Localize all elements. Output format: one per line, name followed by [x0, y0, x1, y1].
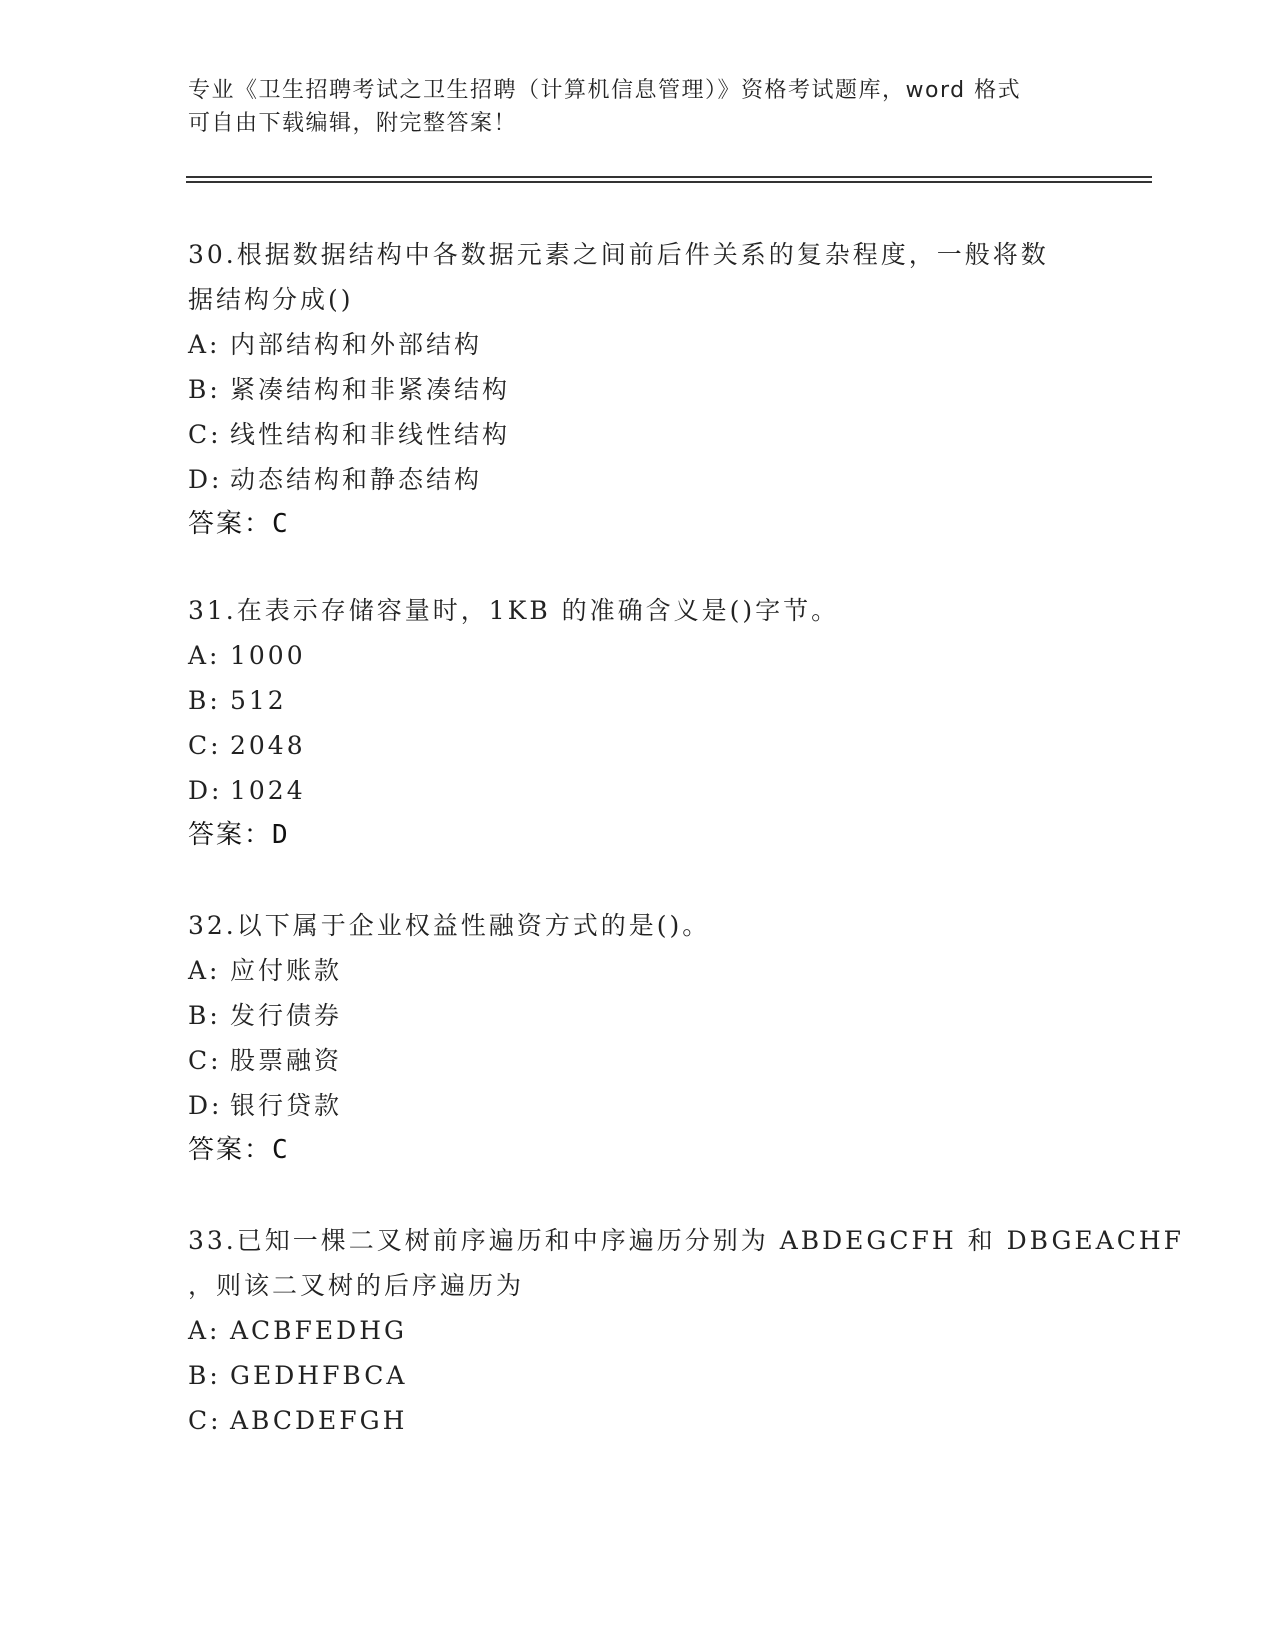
question-31	[188, 588, 1088, 858]
option-text: 内部结构和外部结构	[230, 330, 483, 359]
option-letter: C:	[188, 731, 222, 760]
option-b	[188, 1353, 1088, 1398]
option-letter: D:	[188, 465, 223, 494]
option-letter: B:	[188, 375, 221, 404]
question-stem-line: 33.已知一棵二叉树前序遍历和中序遍历分别为 ABDEGCFH 和 DBGEACHF	[188, 1226, 1184, 1255]
option-letter: B:	[188, 1361, 221, 1390]
option-letter: A:	[188, 641, 221, 670]
option-a	[188, 322, 1088, 367]
answer-line	[188, 813, 1088, 858]
option-letter: D:	[188, 1091, 223, 1120]
question-stem-line: 31.在表示存储容量时，1KB 的准确含义是()字节。	[188, 596, 840, 625]
option-letter: B:	[188, 686, 221, 715]
question-stem-line: 30.根据数据结构中各数据元素之间前后件关系的复杂程度，一般将数	[188, 240, 1049, 269]
option-c	[188, 412, 1088, 457]
answer-value: C	[272, 1135, 290, 1165]
option-b	[188, 678, 1088, 723]
option-text: 动态结构和静态结构	[230, 465, 483, 494]
option-text: 线性结构和非线性结构	[230, 420, 511, 449]
option-text: 2048	[230, 731, 306, 760]
option-a	[188, 948, 1088, 993]
option-text: GEDHFBCA	[230, 1361, 408, 1390]
answer-label: 答案：	[188, 820, 273, 850]
option-c	[188, 1038, 1088, 1083]
option-d	[188, 1083, 1088, 1128]
answer-line	[188, 1128, 1088, 1173]
option-c	[188, 723, 1088, 768]
option-c	[188, 1398, 1088, 1443]
document-header	[188, 74, 1068, 140]
option-b	[188, 993, 1088, 1038]
header-divider-bottom	[186, 181, 1152, 183]
option-a	[188, 633, 1088, 678]
answer-label: 答案：	[188, 509, 273, 539]
option-letter: B:	[188, 1001, 221, 1030]
option-letter: D:	[188, 776, 223, 805]
option-text: 银行贷款	[230, 1091, 343, 1120]
answer-label: 答案：	[188, 1135, 273, 1165]
question-stem-line: 据结构分成()	[188, 285, 354, 314]
header-line-1: 专业《卫生招聘考试之卫生招聘（计算机信息管理）》资格考试题库，word 格式	[188, 78, 1022, 103]
question-stem-line: ，则该二叉树的后序遍历为	[188, 1271, 525, 1300]
option-letter: A:	[188, 956, 221, 985]
option-text: 应付账款	[230, 956, 343, 985]
option-text: 1024	[230, 776, 306, 805]
question-stem-line: 32.以下属于企业权益性融资方式的是()。	[188, 911, 711, 940]
option-b	[188, 367, 1088, 412]
header-divider-top	[186, 176, 1152, 178]
answer-line	[188, 502, 1088, 547]
option-letter: A:	[188, 330, 221, 359]
header-line-2: 可自由下载编辑，附完整答案！	[188, 111, 518, 136]
option-letter: C:	[188, 420, 222, 449]
option-d	[188, 457, 1088, 502]
option-text: 紧凑结构和非紧凑结构	[230, 375, 511, 404]
question-32	[188, 903, 1088, 1173]
option-text: ABCDEFGH	[230, 1406, 408, 1435]
option-letter: C:	[188, 1046, 222, 1075]
answer-value: C	[272, 509, 290, 539]
option-d	[188, 768, 1088, 813]
question-33	[188, 1218, 1184, 1443]
option-text: 发行债券	[230, 1001, 343, 1030]
option-text: 512	[230, 686, 287, 715]
answer-value: D	[272, 820, 290, 850]
option-letter: A:	[188, 1316, 221, 1345]
option-a	[188, 1308, 1088, 1353]
option-text: 股票融资	[230, 1046, 343, 1075]
option-letter: C:	[188, 1406, 222, 1435]
question-30	[188, 232, 1088, 547]
option-text: ACBFEDHG	[230, 1316, 407, 1345]
option-text: 1000	[230, 641, 306, 670]
